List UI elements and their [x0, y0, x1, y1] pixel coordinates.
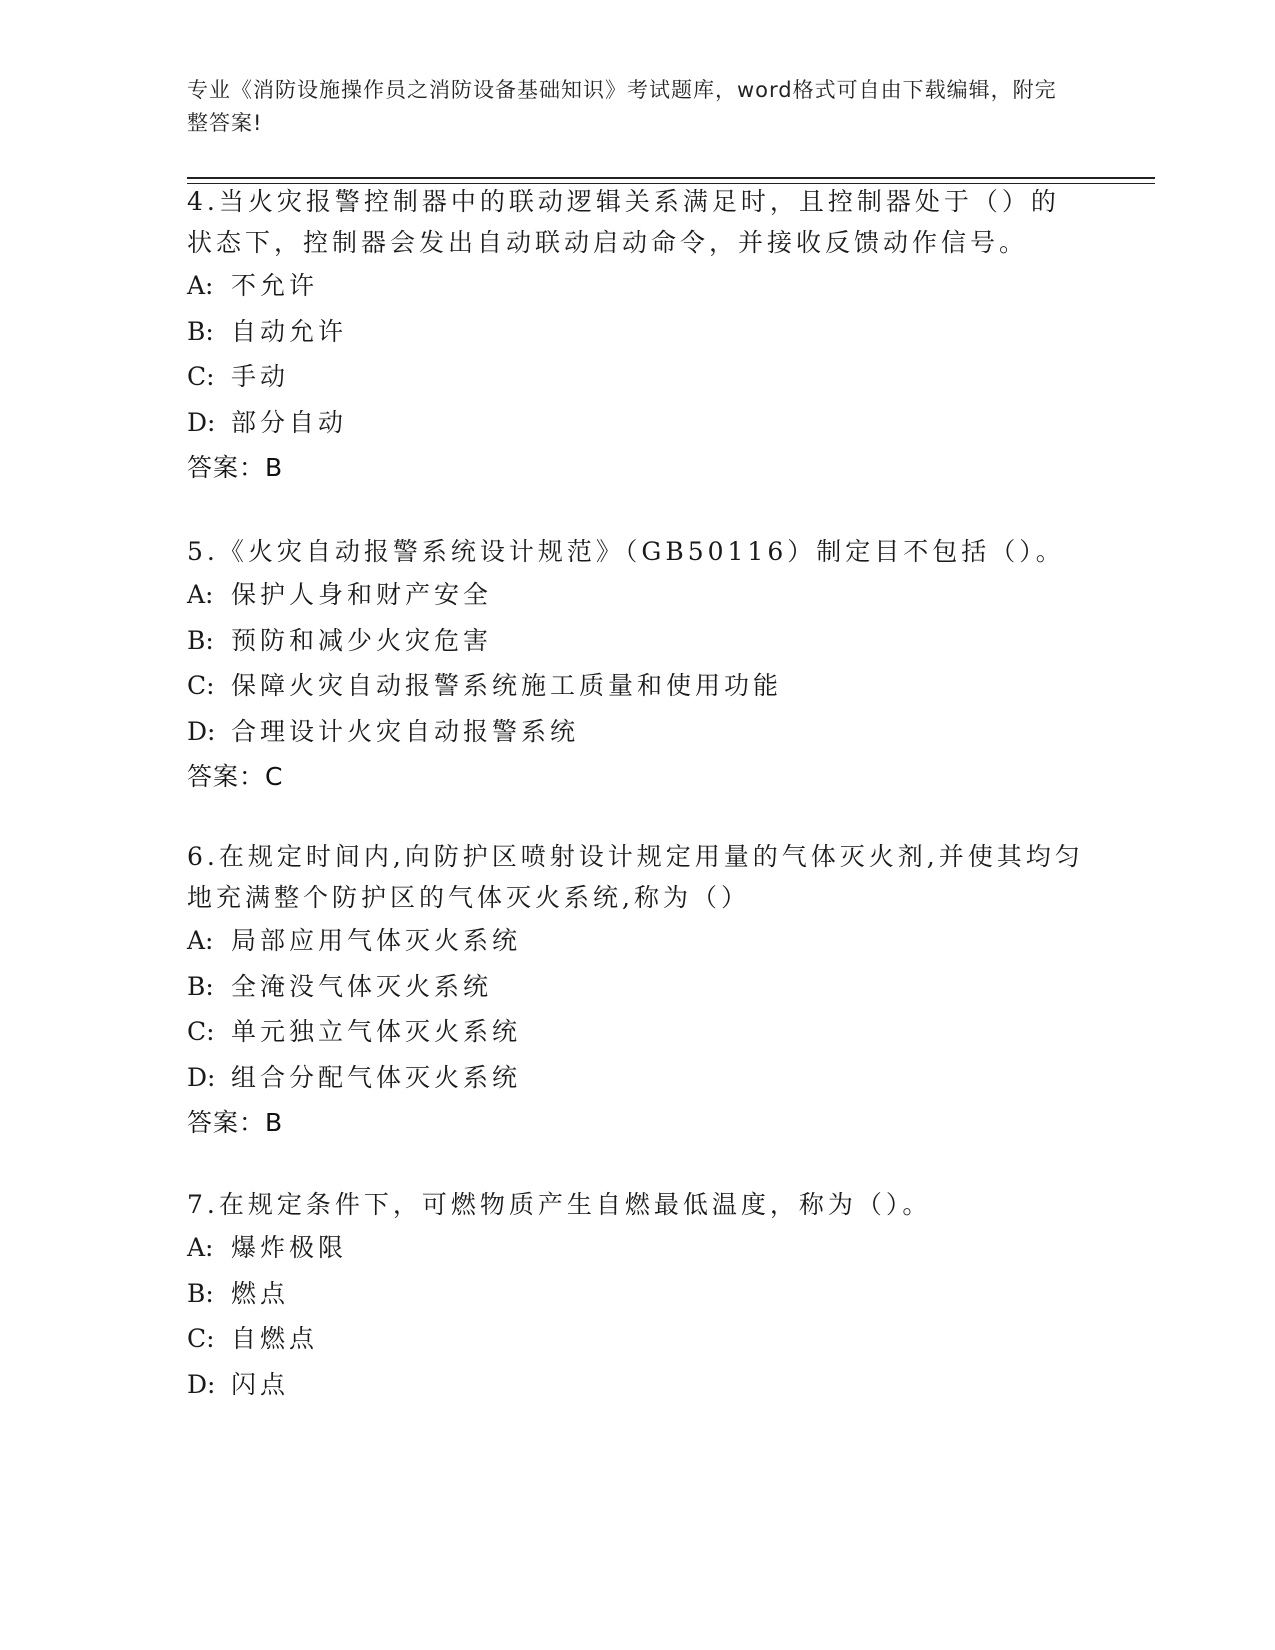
option-text: 合理设计火灾自动报警系统	[231, 716, 580, 746]
option-d	[187, 709, 1087, 755]
option-key: B:	[187, 625, 214, 655]
option-text: 全淹没气体灭火系统	[231, 971, 493, 1001]
option-text: 手动	[231, 362, 290, 391]
question-block	[187, 1184, 1087, 1407]
option-a	[187, 572, 1087, 618]
option-text: 保护人身和财产安全	[231, 580, 493, 609]
option-c	[187, 1316, 1087, 1362]
option-c	[187, 354, 1087, 400]
option-a	[187, 1225, 1087, 1271]
option-text: 局部应用气体灭火系统	[231, 926, 522, 955]
option-key: A:	[187, 580, 214, 609]
question-stem: 5.《火灾自动报警系统设计规范》（GB50116）制定目不包括（）。	[187, 537, 1065, 566]
answer-line: 答案：B	[187, 453, 284, 482]
option-d	[187, 400, 1087, 446]
option-b	[187, 964, 1087, 1010]
option-a	[187, 263, 1087, 309]
document-header: 专业《消防设施操作员之消防设备基础知识》考试题库，word格式可自由下载编辑，附完整答案!	[187, 78, 1057, 135]
option-text: 闪点	[231, 1369, 290, 1399]
option-key: B:	[187, 316, 214, 346]
option-text: 自动允许	[231, 316, 348, 346]
option-d	[187, 1362, 1087, 1408]
option-text: 燃点	[231, 1278, 290, 1308]
option-key: C:	[187, 1324, 215, 1353]
question-stem: 4.当火灾报警控制器中的联动逻辑关系满足时，且控制器处于（）的状态下，控制器会发出自动联动启动命令，并接收反馈动作信号。	[187, 187, 1060, 257]
option-c	[187, 663, 1087, 709]
option-text: 爆炸极限	[231, 1233, 348, 1262]
option-text: 预防和减少火灾危害	[231, 625, 493, 655]
question-block	[187, 531, 1087, 799]
option-key: A:	[187, 271, 214, 300]
option-b	[187, 309, 1087, 355]
option-key: D:	[187, 407, 216, 437]
option-b	[187, 1271, 1087, 1317]
question-stem: 7.在规定条件下，可燃物质产生自燃最低温度，称为（）。	[187, 1190, 932, 1219]
option-key: A:	[187, 1233, 214, 1262]
option-key: D:	[187, 1369, 216, 1399]
option-key: C:	[187, 671, 215, 700]
option-b	[187, 618, 1087, 664]
option-text: 自燃点	[231, 1324, 319, 1353]
answer-line: 答案：C	[187, 762, 284, 791]
option-c	[187, 1009, 1087, 1055]
header-divider-thick	[187, 177, 1155, 179]
question-block	[187, 181, 1087, 490]
option-key: C:	[187, 1017, 215, 1046]
option-d	[187, 1055, 1087, 1101]
option-text: 不允许	[231, 271, 319, 300]
option-key: A:	[187, 926, 214, 955]
answer-line: 答案：B	[187, 1108, 284, 1137]
option-a	[187, 918, 1087, 964]
option-text: 部分自动	[231, 407, 348, 437]
option-key: D:	[187, 1062, 216, 1092]
option-text: 组合分配气体灭火系统	[231, 1062, 522, 1092]
option-text: 单元独立气体灭火系统	[231, 1017, 522, 1046]
question-block	[187, 836, 1087, 1145]
option-text: 保障火灾自动报警系统施工质量和使用功能	[231, 671, 783, 700]
option-key: B:	[187, 971, 214, 1001]
option-key: B:	[187, 1278, 214, 1308]
option-key: D:	[187, 716, 216, 746]
option-key: C:	[187, 362, 215, 391]
question-stem: 6.在规定时间内,向防护区喷射设计规定用量的气体灭火剂,并使其均匀地充满整个防护区的气体灭火系统,称为（）	[187, 842, 1084, 912]
